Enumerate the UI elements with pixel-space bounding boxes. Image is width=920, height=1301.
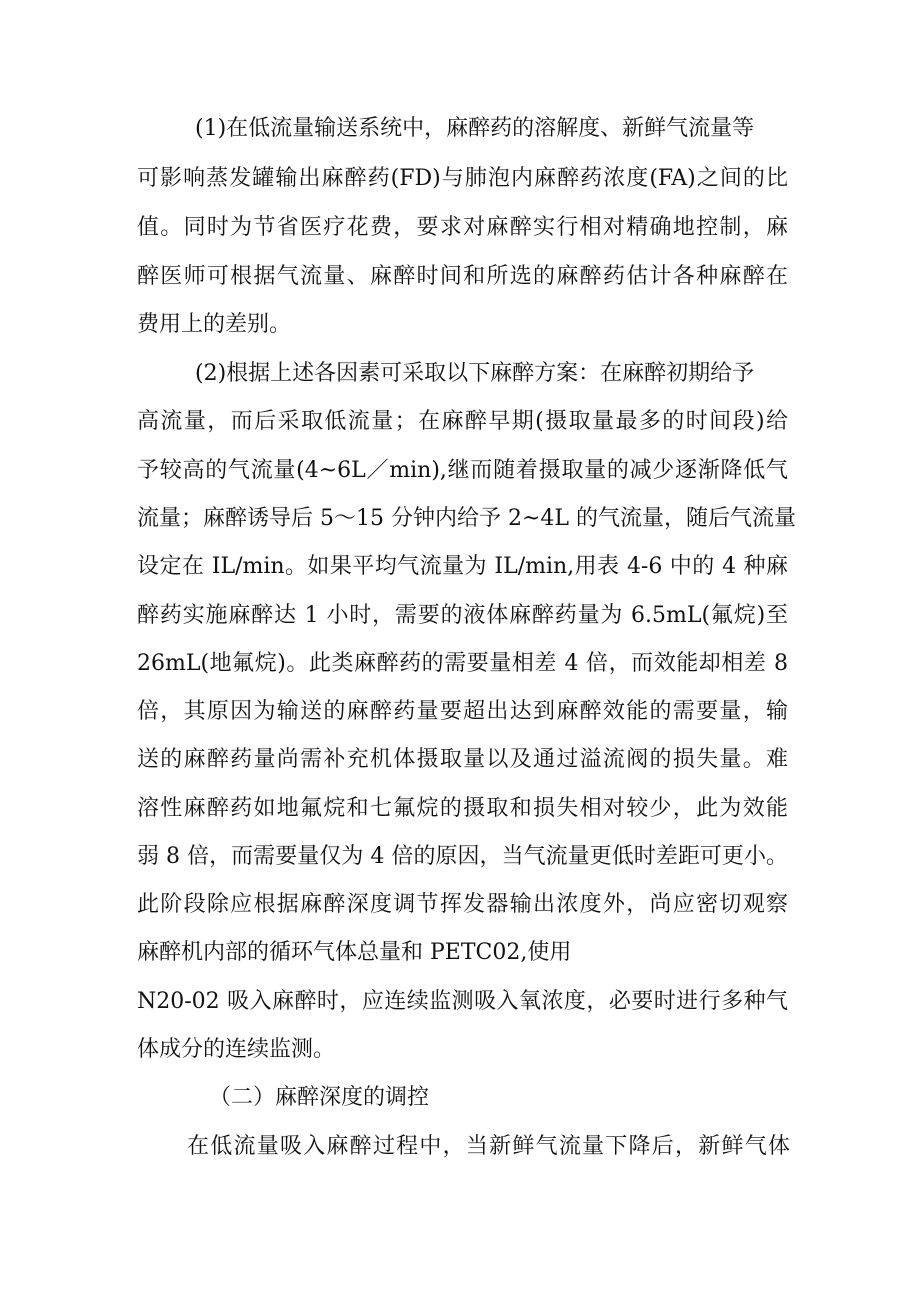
paragraph-2-line-3: 予较高的气流量(4~6L／min),继而随着摄取量的减少逐渐降低气 bbox=[137, 458, 788, 483]
paragraph-1-line-4: 醉医师可根据气流量、麻醉时间和所选的麻醉药估计各种麻醉在 bbox=[137, 264, 788, 289]
paragraph-1-line-1: (1)在低流量输送系统中，麻醉药的溶解度、新鲜气流量等 bbox=[195, 116, 755, 141]
paragraph-2-line-6: 醉药实施麻醉达 1 小时，需要的液体麻醉药量为 6.5mL(氟烷)至 bbox=[137, 603, 788, 628]
paragraph-2-line-1: (2)根据上述各因素可采取以下麻醉方案：在麻醉初期给予 bbox=[195, 361, 755, 386]
paragraph-2-line-15: 体成分的连续监测。 bbox=[137, 1037, 336, 1062]
paragraph-2-line-14: N20-02 吸入麻醉时，应连续监测吸入氧浓度，必要时进行多种气 bbox=[137, 989, 788, 1014]
paragraph-2-line-2: 高流量，而后采取低流量；在麻醉早期(摄取量最多的时间段)给 bbox=[137, 409, 788, 434]
paragraph-2-line-10: 溶性麻醉药如地氟烷和七氟烷的摄取和损失相对较少，此为效能 bbox=[137, 796, 788, 821]
paragraph-2-line-8: 倍，其原因为输送的麻醉药量要超出达到麻醉效能的需要量，输 bbox=[137, 699, 788, 724]
paragraph-2-line-9: 送的麻醉药量尚需补充机体摄取量以及通过溢流阀的损失量。难 bbox=[137, 747, 788, 772]
paragraph-1-line-5: 费用上的差别。 bbox=[137, 312, 292, 337]
section-heading: （二）麻醉深度的调控 bbox=[209, 1085, 430, 1110]
paragraph-2-line-7: 26mL(地氟烷)。此类麻醉药的需要量相差 4 倍，而效能却相差 8 bbox=[137, 651, 788, 676]
paragraph-2-line-5: 设定在 IL/min。如果平均气流量为 IL/min,用表 4-6 中的 4 种麻 bbox=[137, 554, 788, 579]
paragraph-2-line-12: 此阶段除应根据麻醉深度调节挥发器输出浓度外，尚应密切观察 bbox=[137, 892, 788, 917]
paragraph-1-line-3: 值。同时为节省医疗花费，要求对麻醉实行相对精确地控制，麻 bbox=[137, 215, 788, 240]
paragraph-3-line-1: 在低流量吸入麻醉过程中，当新鲜气流量下降后，新鲜气体 bbox=[187, 1134, 790, 1159]
paragraph-2-line-13: 麻醉机内部的循环气体总量和 PETC02,使用 bbox=[137, 940, 572, 965]
paragraph-2-line-4: 流量；麻醉诱导后 5～15 分钟内给予 2~4L 的气流量，随后气流量 bbox=[137, 506, 797, 531]
paragraph-1-line-2: 可影响蒸发罐输出麻醉药(FD)与肺泡内麻醉药浓度(FA)之间的比 bbox=[137, 166, 788, 191]
paragraph-2-line-11: 弱 8 倍，而需要量仅为 4 倍的原因，当气流量更低时差距可更小。 bbox=[137, 844, 788, 869]
